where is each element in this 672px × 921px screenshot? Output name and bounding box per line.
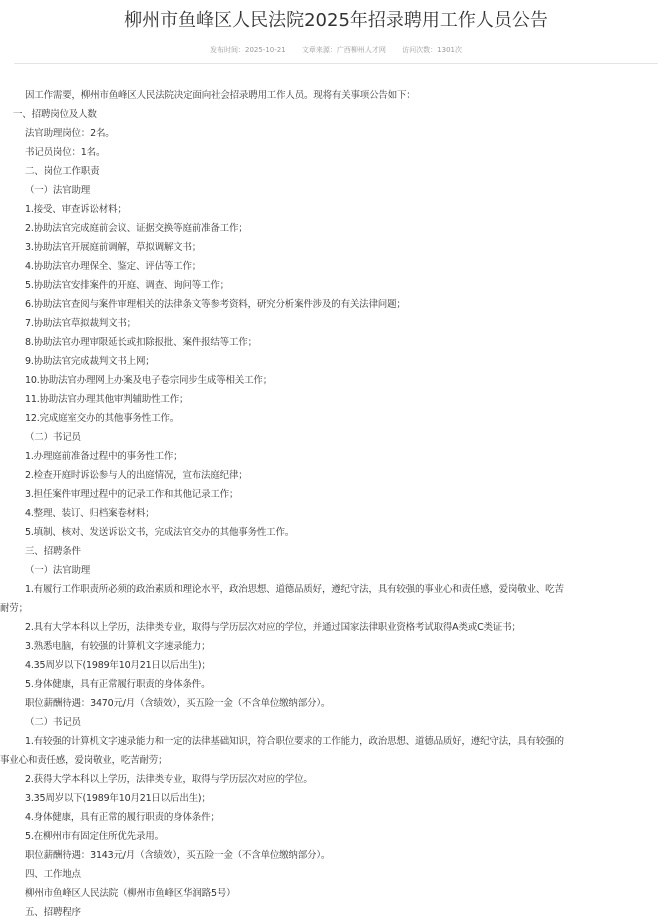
list-item: 12.完成庭室交办的其他事务性工作。: [25, 413, 180, 424]
list-item: 3.35周岁以下(1989年10月21日以后出生)；: [25, 793, 211, 804]
list-item: 5.填制、核对、发送诉讼文书，完成法官交办的其他事务性工作。: [25, 527, 295, 538]
list-item: 1.办理庭前准备过程中的事务性工作；: [25, 451, 183, 462]
list-item-continuation: 耐劳；: [0, 603, 28, 614]
subsection-heading: （二）书记员: [25, 432, 81, 443]
list-item-continuation: 事业心和责任感，爱岗敬业，吃苦耐劳；: [0, 755, 168, 766]
list-item: 5.协助法官安排案件的开庭、调查、询问等工作；: [25, 280, 229, 291]
article-source: 文章来源：广西柳州人才网: [301, 46, 386, 54]
list-item: 2.获得大学本科以上学历，法律类专业，取得与学历层次对应的学位。: [25, 774, 313, 785]
salary-line: 职位薪酬待遇：3143元/月（含绩效），买五险一金（不含单位缴纳部分）。: [25, 850, 331, 861]
list-item: 3.担任案件审理过程中的记录工作和其他记录工作；: [25, 489, 239, 500]
list-item: 2.具有大学本科以上学历，法律类专业，取得与学历层次对应的学位，并通过国家法律职业资格考试取得A类或C类证书；: [25, 622, 521, 633]
list-item: 4.身体健康，具有正常的履行职责的身体条件；: [25, 812, 220, 823]
list-item: 9.协助法官完成裁判文书上网；: [25, 356, 155, 367]
article-meta: [0, 44, 672, 56]
body-line: 法官助理岗位：2名。: [25, 128, 115, 139]
view-count: 访问次数：1301次: [402, 46, 462, 54]
salary-line: 职位薪酬待遇：3470元/月（含绩效），买五险一金（不含单位缴纳部分）。: [25, 698, 331, 709]
list-item: 2.协助法官完成庭前会议、证据交换等庭前准备工作；: [25, 223, 248, 234]
subsection-heading: （一）法官助理: [25, 565, 91, 576]
list-item: 4.35周岁以下(1989年10月21日以后出生)；: [25, 660, 211, 671]
section-heading: 三、招聘条件: [25, 546, 81, 557]
list-item: 2.检查开庭时诉讼参与人的出庭情况，宣布法庭纪律；: [25, 470, 248, 481]
body-line: 书记员岗位：1名。: [25, 147, 106, 158]
list-item: 1.有履行工作职责所必须的政治素质和理论水平，政治思想、道德品质好，遵纪守法，具有较强的事业心和责任感，爱岗敬业、吃苦: [25, 584, 564, 595]
title-divider: [14, 63, 658, 64]
section-heading: 五、招聘程序: [25, 907, 81, 918]
subsection-heading: （一）法官助理: [25, 185, 91, 196]
list-item: 1.接受、审查诉讼材料；: [25, 204, 127, 215]
list-item: 1.有较强的计算机文字速录能力和一定的法律基础知识，符合职位要求的工作能力，政治思想、道德品质好，遵纪守法，具有较强的: [25, 736, 564, 747]
section-heading: 一、招聘岗位及人数: [13, 109, 97, 120]
list-item: 10.协助法官办理网上办案及电子卷宗同步生成等相关工作；: [25, 375, 273, 386]
subsection-heading: （二）书记员: [25, 717, 81, 728]
body-line: 柳州市鱼峰区人民法院（柳州市鱼峰区华润路5号）: [25, 888, 236, 899]
list-item: 4.协助法官办理保全、鉴定、评估等工作；: [25, 261, 202, 272]
article-title: 柳州市鱼峰区人民法院2025年招录聘用工作人员公告: [124, 10, 548, 31]
list-item: 8.协助法官办理审限延长或扣除报批、案件报结等工作；: [25, 337, 257, 348]
list-item: 6.协助法官查阅与案件审理相关的法律条文等参考资料，研究分析案件涉及的有关法律问题；: [25, 299, 406, 310]
list-item: 5.在柳州市有固定住所优先录用。: [25, 831, 164, 842]
section-heading: 二、岗位工作职责: [25, 166, 100, 177]
list-item: 11.协助法官办理其他审判辅助性工作；: [25, 394, 189, 405]
intro-paragraph: 因工作需要，柳州市鱼峰区人民法院决定面向社会招录聘用工作人员。现将有关事项公告如下：: [25, 90, 416, 101]
section-heading: 四、工作地点: [25, 869, 81, 880]
list-item: 3.熟悉电脑，有较强的计算机文字速录能力；: [25, 641, 211, 652]
list-item: 4.整理、装订、归档案卷材料；: [25, 508, 155, 519]
publish-time: 发布时间：2025-10-21: [210, 46, 286, 54]
list-item: 7.协助法官草拟裁判文书；: [25, 318, 136, 329]
list-item: 5.身体健康，具有正常履行职责的身体条件。: [25, 679, 211, 690]
list-item: 3.协助法官开展庭前调解，草拟调解文书；: [25, 242, 202, 253]
